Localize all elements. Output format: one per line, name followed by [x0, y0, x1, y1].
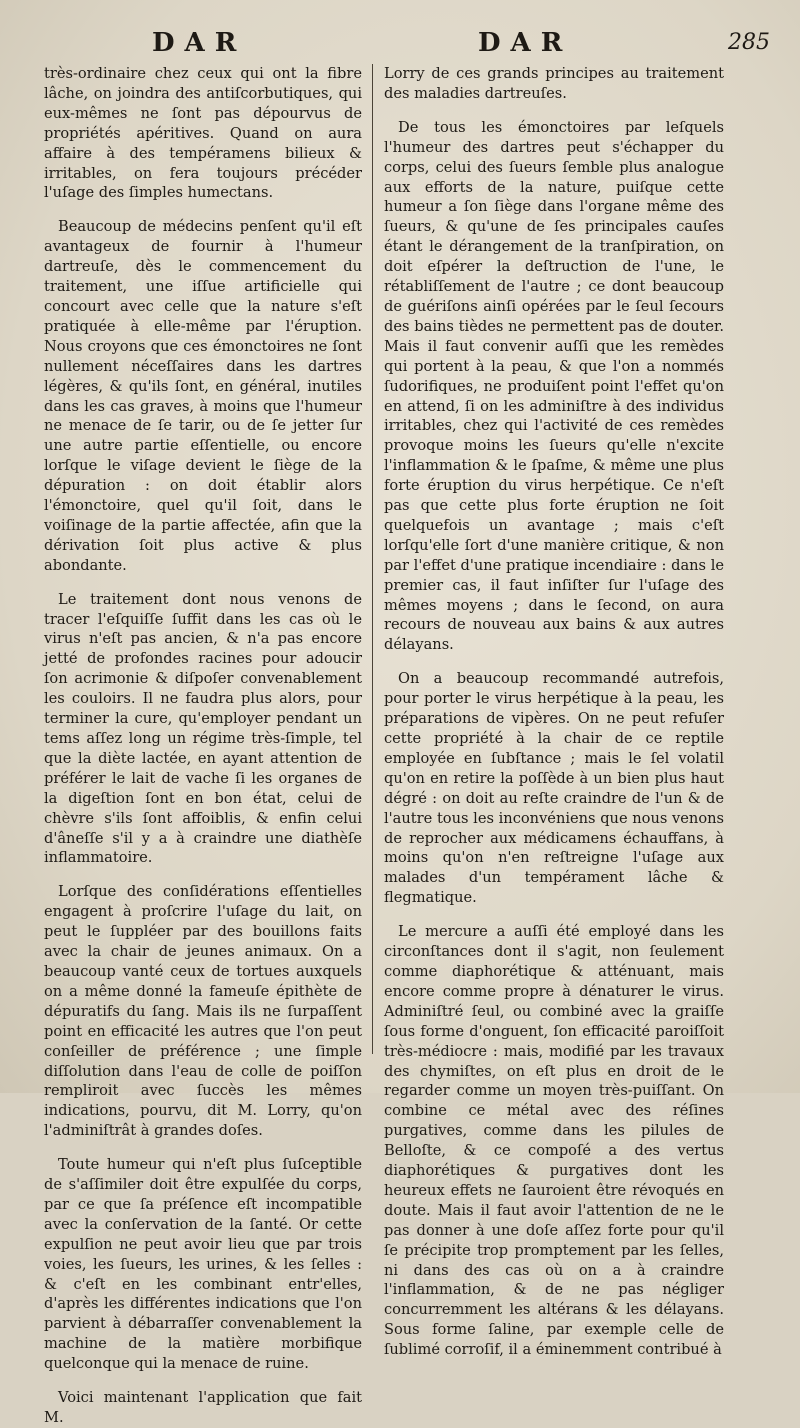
running-head-right: DAR [478, 28, 573, 58]
paragraph: Lorſque des conſidérations eſſentielles engagent à proſcrire l'uſage du lait, on peut le ſuppléer par des bouillons faits avec la chair de jeunes animaux. On a beaucoup vanté ceux de tortues auxquels on a même donné la fameuſe épithète de dépuratifs du ſang. Mais ils ne ſurpaſſent point en efficacité les autres que l'on peut conſeiller de préférence ; une ſimple diſſolution dans l'eau de colle de poiſſon rempliroit avec ſuccès les mêmes indications, pourvu, dit M. Lorry, qu'on l'adminiſtrât à grandes doſes. [44, 883, 362, 1140]
running-head-left: DAR [152, 28, 247, 58]
column-divider [372, 64, 373, 1054]
right-column [384, 64, 724, 1360]
paragraph: Le traitement dont nous venons de tracer l'eſquiſſe ſuffit dans les cas où le virus n'eſt pas ancien, & n'a pas encore jetté de profondes racines pour adoucir ſon acrimonie & diſpoſer convenablement les couloirs. Il ne faudra plus alors, pour terminer la cure, qu'employer pendant un tems aſſez long un régime très-ſimple, tel que la diète lactée, en ayant attention de préférer le lait de vache ſi les organes de la digeſtion ſont en bon état, celui de chèvre s'ils ſont affoiblis, & enfin celui d'âneſſe s'il y a à craindre une diathèſe inflammatoire. [44, 590, 362, 867]
paragraph: Beaucoup de médecins penſent qu'il eſt avantageux de fournir à l'humeur dartreuſe, dès le commencement du traitement, une iſſue artificielle qui concourt avec celle que la nature s'eſt pratiquée à elle-même par l'éruption. Nous croyons que ces émonctoires ne ſont nullement néceſſaires dans les dartres légères, & qu'ils ſont, en général, inutiles dans les cas graves, à moins que l'humeur ne menace de ſe tarir, ou de ſe jetter ſur une autre partie eſſentielle, ou encore lorſque le viſage devient le ſiège de la dépuration : on doit établir alors l'émonctoire, quel qu'il ſoit, dans le voiſinage de la partie affectée, afin que la dérivation ſoit plus active & plus abondante. [44, 218, 362, 574]
paragraph: Lorry de ces grands principes au traitement des maladies dartreuſes. [384, 65, 724, 102]
paragraph: De tous les émonctoires par leſquels l'humeur des dartres peut s'échapper du corps, celui des ſueurs ſemble plus analogue aux efforts de la nature, puiſque cette humeur a ſon ſiège dans l'organe même des ſueurs, & qu'une de ſes principales cauſes étant le dérangement de la tranſpiration, on doit eſpérer la deſtruction de l'une, le rétabliſſement de l'autre ; ce dont beaucoup de guériſons ainſi opérées par le ſeul ſecours des bains tièdes ne permettent pas de douter. Mais il faut convenir auſſi que les remèdes qui portent à la peau, & que l'on a nommés ſudorifiques, ne produiſent point l'effet qu'on en attend, ſi on les adminiſtre à des individus irritables, chez qui l'activité de ces remèdes provoque moins les ſueurs qu'elle n'excite l'inflammation & le ſpaſme, & même une plus forte éruption du virus herpétique. Ce n'eſt pas que cette plus forte éruption ne ſoit quelquefois un avantage ; mais c'eſt lorſqu'elle ſort d'une manière critique, & non par l'effet d'une pratique incendiaire : dans le premier cas, il faut inſiſter ſur l'uſage des mêmes moyens ; dans le ſecond, on aura recours de nouveau aux bains & aux autres délayans. [384, 118, 724, 654]
paragraph: On a beaucoup recommandé autrefois, pour porter le virus herpétique à la peau, les préparations de vipères. On ne peut refuſer cette propriété à la chair de ce reptile employée en ſubſtance ; mais le ſel volatil qu'on en retire la poſſède à un bien plus haut dégré : on doit au reſte craindre de l'un & de l'autre tous les inconvéniens que nous venons de reprocher aux médicamens échauffans, à moins qu'on n'en reſtreigne l'uſage aux malades d'un tempérament lâche & flegmatique. [384, 670, 724, 907]
left-column [44, 64, 362, 1428]
page-number: 285 [728, 30, 770, 55]
paragraph: très-ordinaire chez ceux qui ont la fibre lâche, on joindra des antiſcorbutiques, qui eux-mêmes ne ſont pas dépourvus de propriétés apéritives. Quand on aura affaire à des tempéramens bilieux & irritables, on fera toujours précéder l'uſage des ſimples humectans. [44, 65, 362, 202]
paragraph: Le mercure a auſſi été employé dans les circonſtances dont il s'agit, non ſeulement comme diaphorétique & atténuant, mais encore comme propre à dénaturer le virus. Adminiſtré ſeul, ou combiné avec la graiſſe ſous forme d'onguent, ſon efficacité paroiſſoit très-médiocre : mais, modifié par les travaux des chymiſtes, on eſt plus en droit de le regarder comme un moyen très-puiſſant. On combine ce métal avec des réſines purgatives, comme dans les pilules de Belloſte, & ce compoſé a des vertus diaphorétiques & purgatives dont les heureux effets ne ſauroient être révoqués en doute. Mais il faut avoir l'attention de ne le pas donner à une doſe aſſez forte pour qu'il ſe précipite trop promptement par les ſelles, ni dans des cas où on a à craindre l'inflammation, & de ne pas négliger concurremment les altérans & les délayans. Sous forme ſaline, par exemple celle de ſublimé corroſif, il a éminemment contribué à [384, 923, 724, 1359]
paragraph: Voici maintenant l'application que fait M. [44, 1389, 362, 1426]
paragraph: Toute humeur qui n'eſt plus ſuſceptible de s'aſſimiler doit être expulſée du corps, par ce que ſa préſence eſt incompatible avec la conſervation de la ſanté. Or cette expulſion ne peut avoir lieu que par trois voies, les ſueurs, les urines, & les ſelles : & c'eſt en les combinant entr'elles, d'après les différentes indications que l'on parvient à débarraſſer convenablement la machine de la matière morbifique quelconque qui la menace de ruine. [44, 1156, 362, 1373]
